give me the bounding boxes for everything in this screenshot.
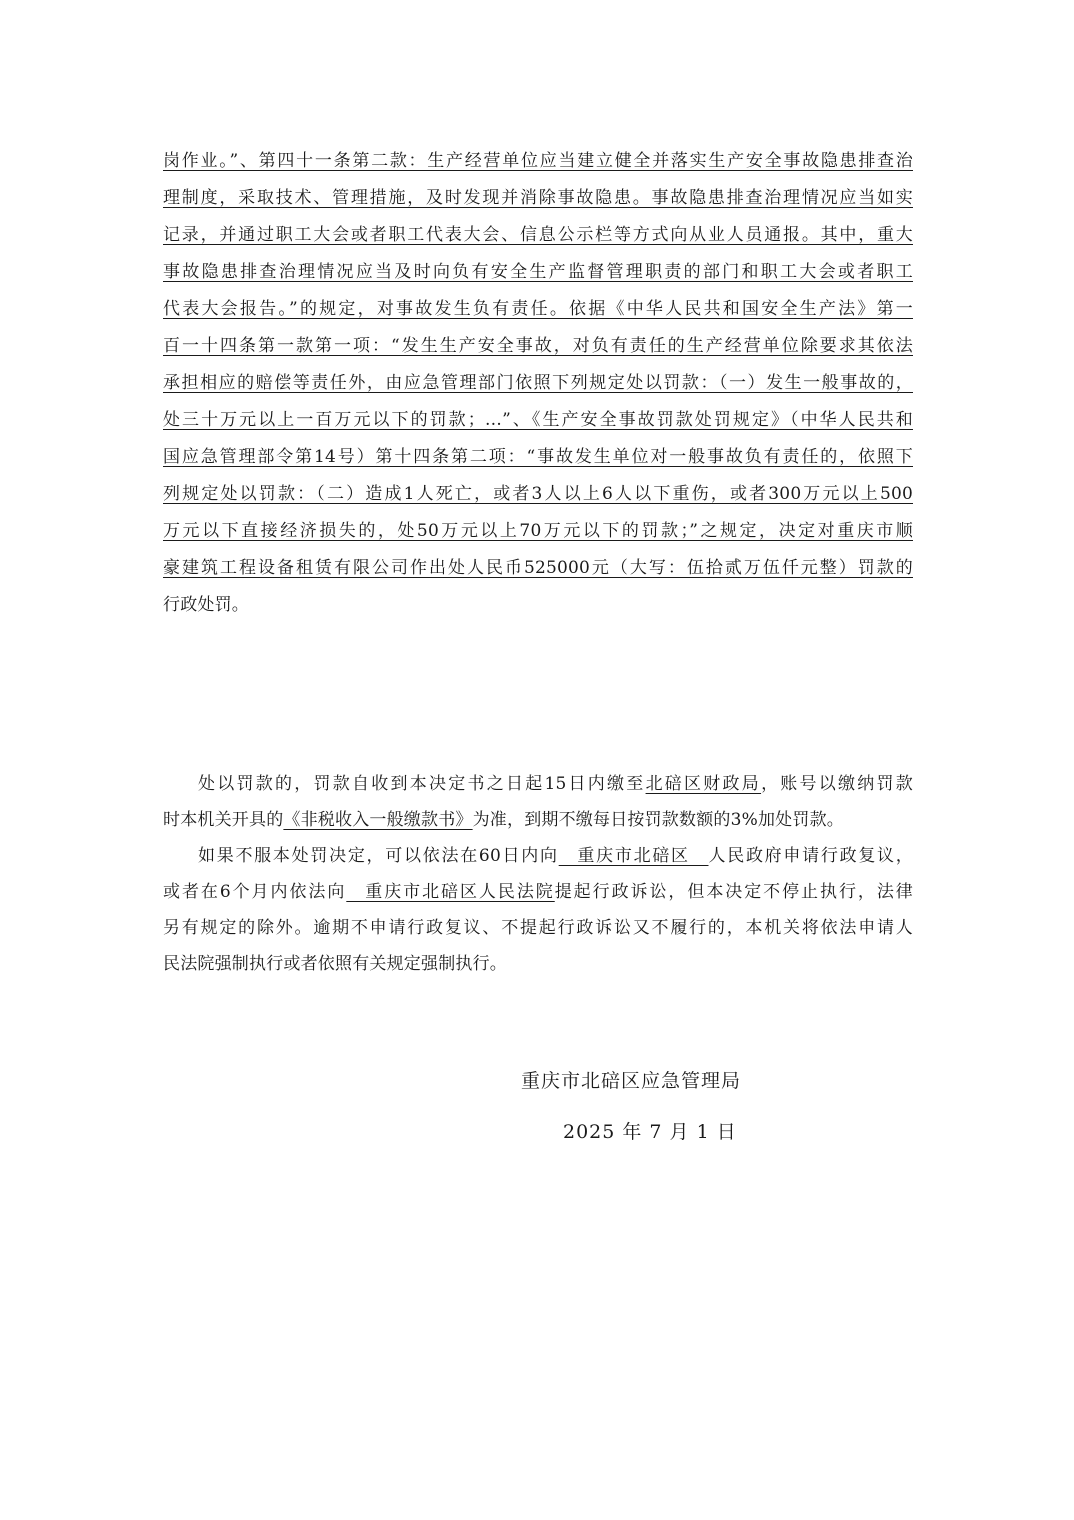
text-span: ，账号以缴纳罚款 (761, 774, 913, 794)
appeal-line-1 (163, 838, 913, 874)
text-line: 万元以下直接经济损失的，处50万元以上70万元以下的罚款；”之规定，决定对重庆市顺 (163, 521, 913, 541)
payment-line-2 (163, 802, 913, 838)
review-authority: 重庆市北碚区 (558, 846, 709, 866)
text-line: 列规定处以罚款：（二）造成1人死亡，或者3人以上6人以下重伤，或者300万元以上500 (163, 484, 913, 504)
text-span: 如果不服本处罚决定，可以依法在60日内向 (198, 846, 559, 866)
text-span: 提起行政诉讼，但本决定不停止执行，法律 (554, 882, 913, 902)
appeal-line-2 (163, 874, 913, 910)
text-span: 或者在6个月内依法向 (163, 882, 347, 902)
court-name: 重庆市北碚区人民法院 (346, 882, 555, 902)
payment-line-1 (163, 766, 913, 802)
text-span: 人民政府申请行政复议， (708, 846, 913, 866)
issuing-authority: 重庆市北碚区应急管理局 (521, 1070, 742, 1092)
text-line: 豪建筑工程设备租赁有限公司作出处人民币525000元（大写：伍拾贰万伍仟元整）罚款的 (163, 558, 913, 578)
payee-name: 北碚区财政局 (645, 774, 762, 794)
payment-form-name: 《非税收入一般缴款书》 (283, 810, 473, 830)
text-span: 处以罚款的，罚款自收到本决定书之日起15日内缴至 (198, 774, 646, 794)
text-line: 百一十四条第一款第一项：“发生生产安全事故，对负有责任的生产经营单位除要求其依法 (163, 336, 913, 356)
text-line: 理制度，采取技术、管理措施，及时发现并消除事故隐患。事故隐患排查治理情况应当如实 (163, 188, 913, 208)
issue-date: 2025 年 7 月 1 日 (563, 1121, 737, 1143)
text-line: 岗作业。”、第四十一条第二款：生产经营单位应当建立健全并落实生产安全事故隐患排查治 (163, 151, 913, 171)
text-line: 代表大会报告。”的规定，对事故发生负有责任。依据《中华人民共和国安全生产法》第一 (163, 299, 913, 319)
appeal-line-4: 民法院强制执行或者依照有关规定强制执行。 (163, 954, 507, 974)
text-line: 国应急管理部令第14号）第十四条第二项：“事故发生单位对一般事故负有责任的，依照下 (163, 447, 913, 467)
penalty-basis-paragraph (163, 143, 913, 624)
text-line: 承担相应的赔偿等责任外，由应急管理部门依照下列规定处以罚款：（一）发生一般事故的， (163, 373, 913, 393)
text-line: 事故隐患排查治理情况应当及时向负有安全生产监督管理职责的部门和职工大会或者职工 (163, 262, 913, 282)
text-line: 记录，并通过职工大会或者职工代表大会、信息公示栏等方式向从业人员通报。其中，重大 (163, 225, 913, 245)
text-span: 时本机关开具的 (163, 810, 284, 830)
text-span: 为准，到期不缴每日按罚款数额的3%加处罚款。 (472, 810, 844, 830)
text-line: 处三十万元以上一百万元以下的罚款；…”、《生产安全事故罚款处罚规定》（中华人民共和 (163, 410, 913, 430)
text-line: 行政处罚。 (163, 595, 249, 615)
appeal-line-3: 另有规定的除外。逾期不申请行政复议、不提起行政诉讼又不履行的，本机关将依法申请人 (163, 918, 913, 938)
payment-and-appeal-section (163, 766, 913, 982)
